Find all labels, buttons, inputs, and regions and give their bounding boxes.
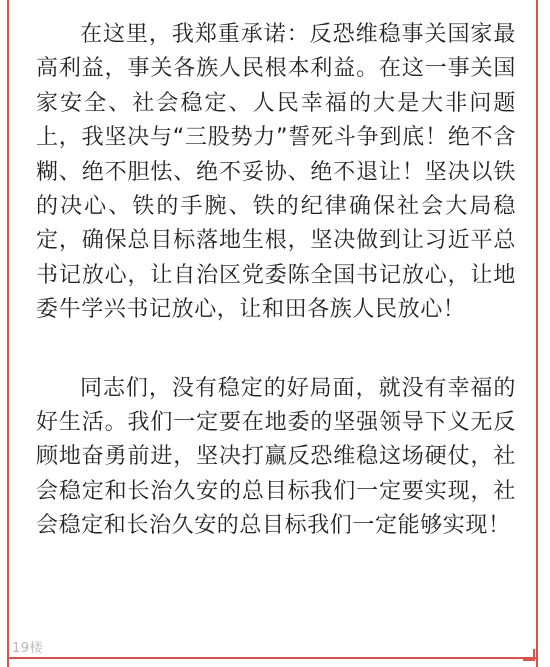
paragraph-pledge: 在这里，我郑重承诺：反恐维稳事关国家最高利益，事关各族人民根本利益。在这一事关国家安全、社会稳定、人民幸福的大是大非问题上，我坚决与“三股势力”誓死斗争到底！绝不含糊、绝不胆怯、绝不妥协、绝不退让！坚决以铁的决心、铁的手腕、铁的纪律确保社会大局稳定，确保总目标落地生根，坚决做到让习近平总书记放心，让自治区党委陈全国书记放心，让地委牛学兴书记放心，让和田各族人民放心！ [36, 22, 516, 323]
article-body [36, 18, 516, 544]
frame-right-border [536, 0, 538, 667]
frame-corner-ornament [523, 649, 535, 661]
frame-left-border [7, 0, 9, 667]
watermark-logo: 19楼 [12, 641, 44, 656]
frame-bottom-border [7, 657, 538, 659]
paragraph-comrades: 同志们，没有稳定的好局面，就没有幸福的好生活。我们一定要在地委的坚强领导下义无反顾地奋勇前进，坚决打赢反恐维稳这场硬仗，社会稳定和长治久安的总目标我们一定要实现，社会稳定和长治久安的总目标我们一定能够实现！ [36, 375, 516, 539]
